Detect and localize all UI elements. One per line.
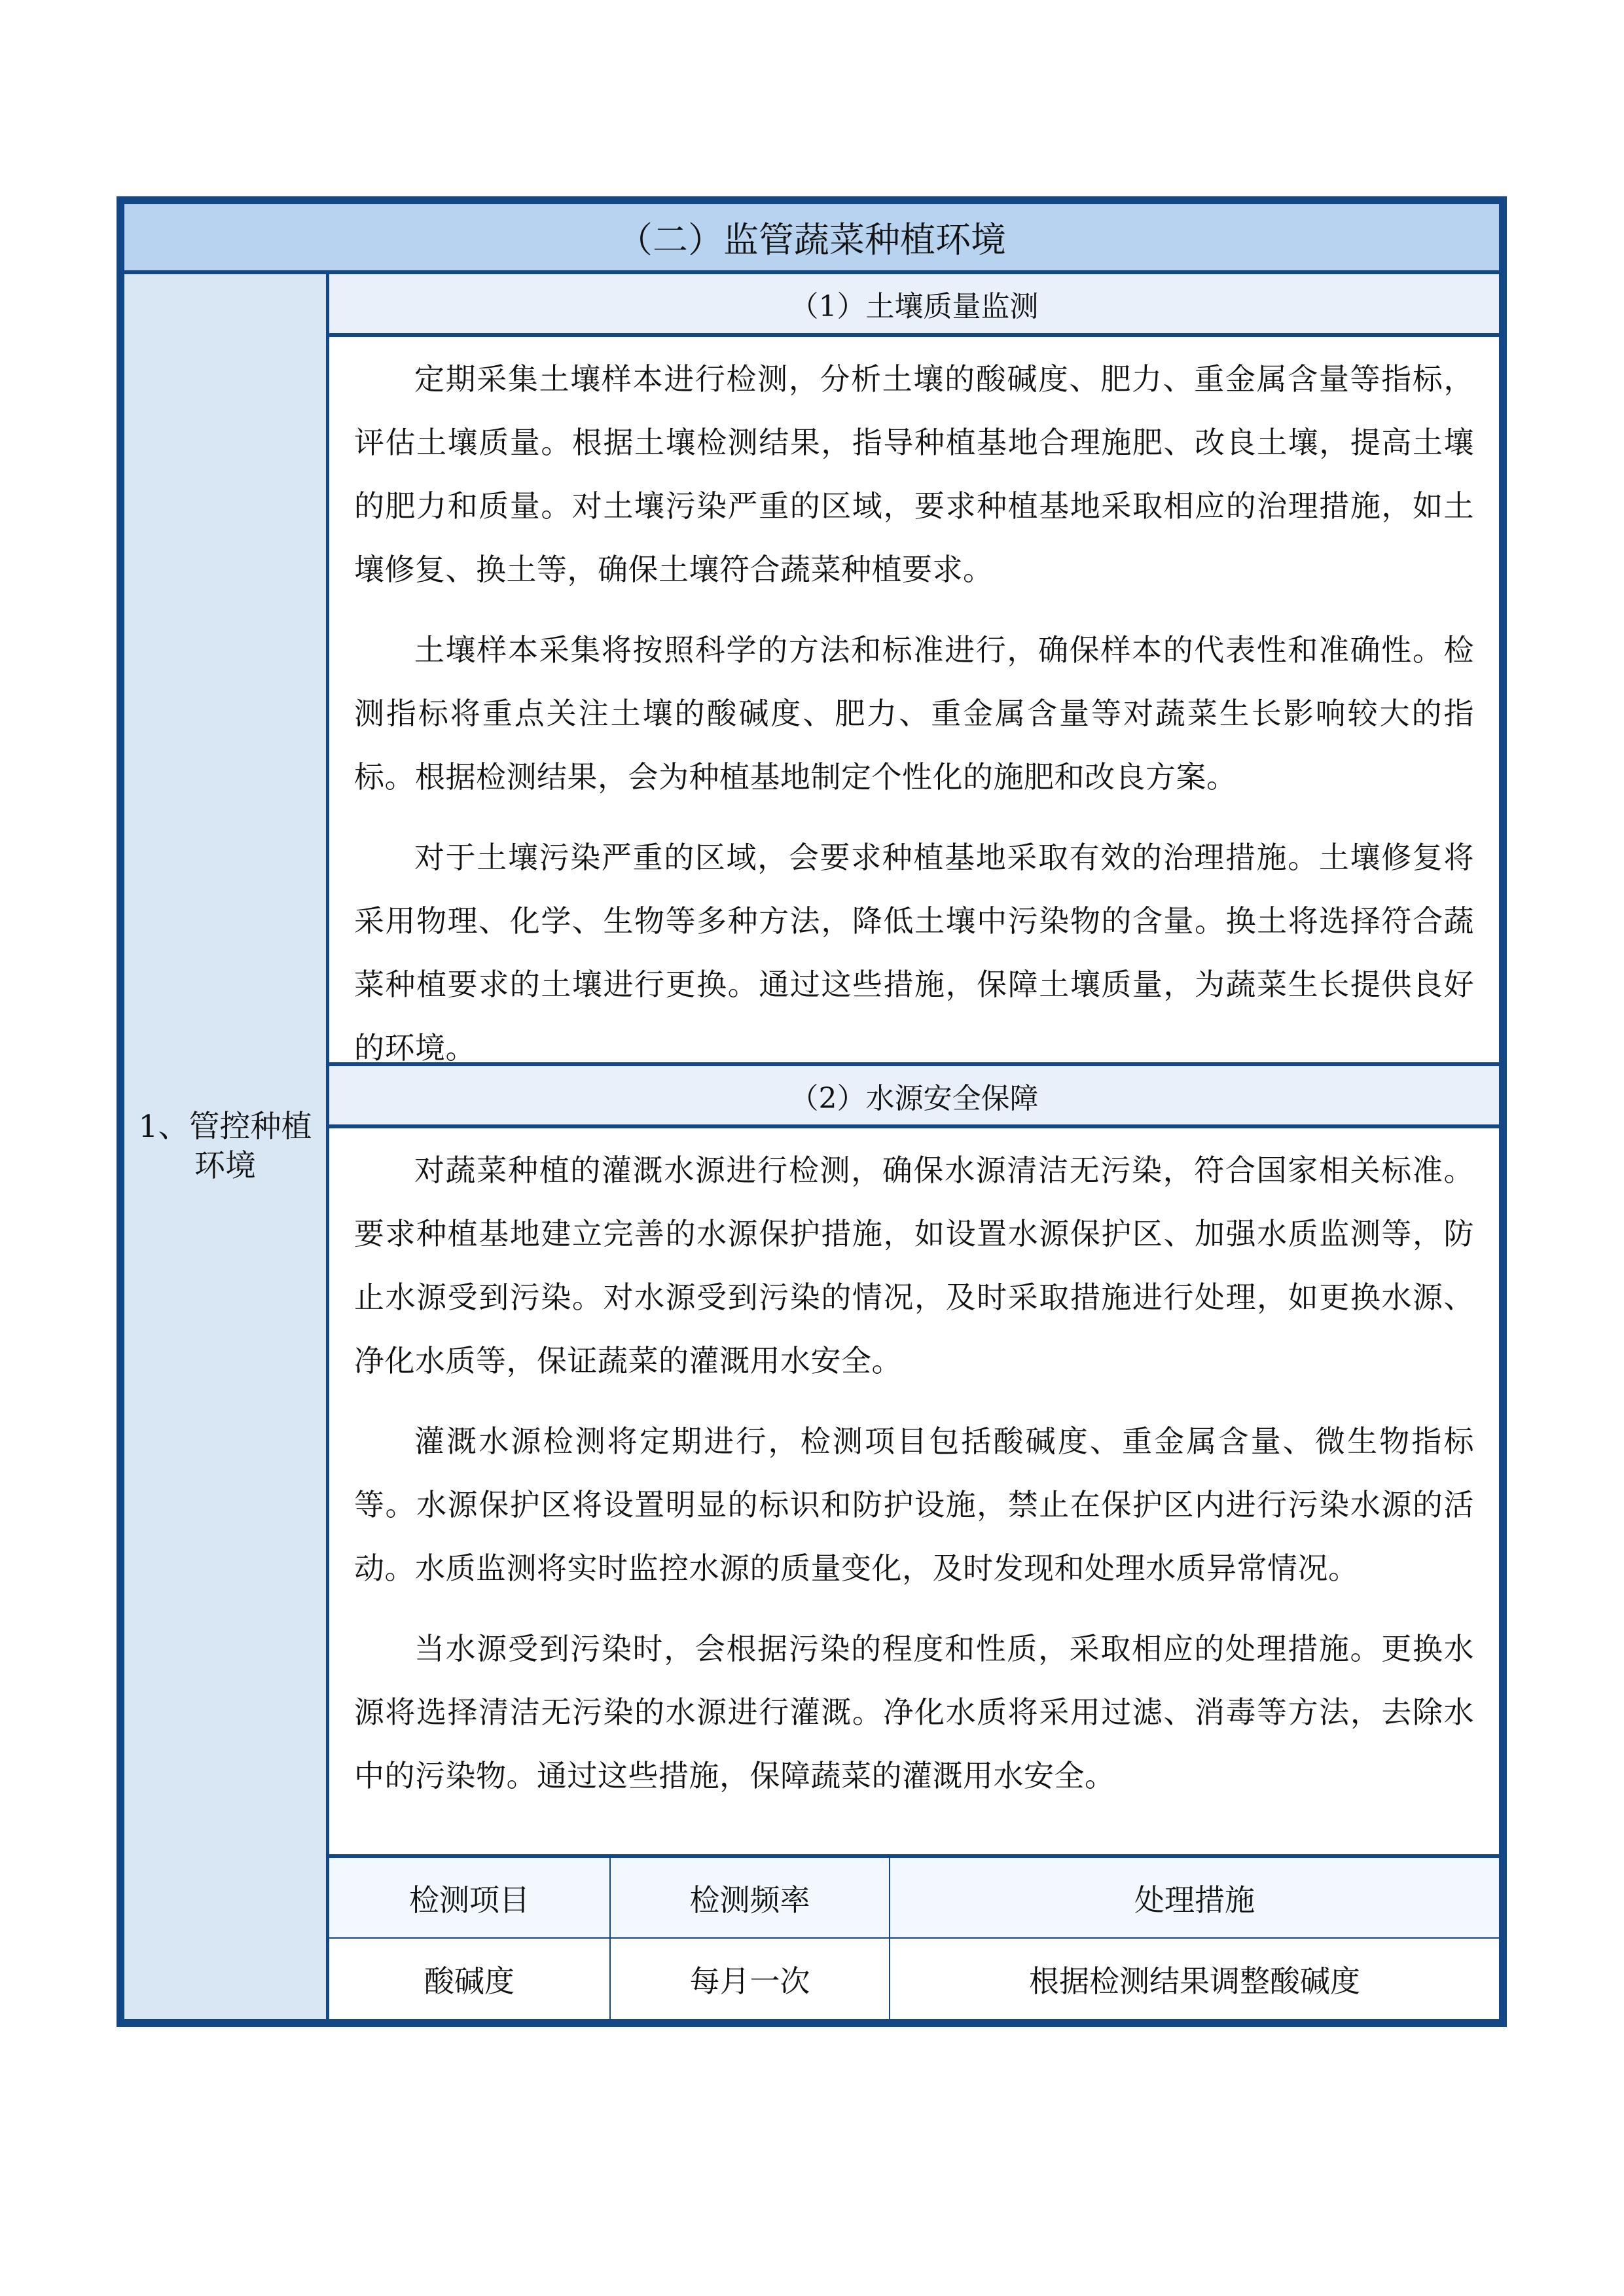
paragraph: 当水源受到污染时，会根据污染的程度和性质，采取相应的处理措施。更换水源将选择清洁无污染的水源进行灌溉。净化水质将采用过滤、消毒等方法，去除水中的污染物。通过这些措施，保障蔬菜的灌溉用水安全。 <box>354 1631 1474 1793</box>
section-title: （二）监管蔬菜种植环境 <box>124 204 1499 270</box>
table-header-item: 检测项目 <box>329 1858 609 1937</box>
paragraph: 土壤样本采集将按照科学的方法和标准进行，确保样本的代表性和准确性。检测指标将重点关注土壤的酸碱度、肥力、重金属含量等对蔬菜生长影响较大的指标。根据检测结果，会为种植基地制定个性化的施肥和改良方案。 <box>354 632 1474 795</box>
table-cell-frequency: 每月一次 <box>611 1939 889 2019</box>
table-cell-item: 酸碱度 <box>329 1939 609 2019</box>
soil-monitoring-content <box>329 337 1499 1066</box>
water-safety-content <box>329 1128 1499 1854</box>
subsection-heading-water: （2）水源安全保障 <box>329 1066 1499 1124</box>
subsection-heading-soil: （1）土壤质量监测 <box>329 274 1499 333</box>
paragraph: 灌溉水源检测将定期进行，检测项目包括酸碱度、重金属含量、微生物指标等。水源保护区将设置明显的标识和防护设施，禁止在保护区内进行污染水源的活动。水质监测将实时监控水源的质量变化，及时发现和处理水质异常情况。 <box>354 1424 1474 1586</box>
monitoring-table <box>329 1858 1499 2019</box>
category-label: 1、管控种植环境 <box>138 1109 312 1184</box>
paragraph: 对蔬菜种植的灌溉水源进行检测，确保水源清洁无污染，符合国家相关标准。要求种植基地建立完善的水源保护措施，如设置水源保护区、加强水质监测等，防止水源受到污染。对水源受到污染的情况，及时采取措施进行处理，如更换水源、净化水质等，保证蔬菜的灌溉用水安全。 <box>354 1153 1474 1378</box>
table-header-frequency: 检测频率 <box>611 1858 889 1937</box>
table-cell-measures: 根据检测结果调整酸碱度 <box>890 1939 1499 2019</box>
paragraph: 定期采集土壤样本进行检测，分析土壤的酸碱度、肥力、重金属含量等指标，评估土壤质量。根据土壤检测结果，指导种植基地合理施肥、改良土壤，提高土壤的肥力和质量。对土壤污染严重的区域，要求种植基地采取相应的治理措施，如土壤修复、换土等，确保土壤符合蔬菜种植要求。 <box>354 361 1474 587</box>
table-header-measures: 处理措施 <box>890 1858 1499 1937</box>
paragraph: 对于土壤污染严重的区域，会要求种植基地采取有效的治理措施。土壤修复将采用物理、化学、生物等多种方法，降低土壤中污染物的含量。换土将选择符合蔬菜种植要求的土壤进行更换。通过这些措施，保障土壤质量，为蔬菜生长提供良好的环境。 <box>354 840 1474 1066</box>
category-label-cell <box>124 274 326 2019</box>
